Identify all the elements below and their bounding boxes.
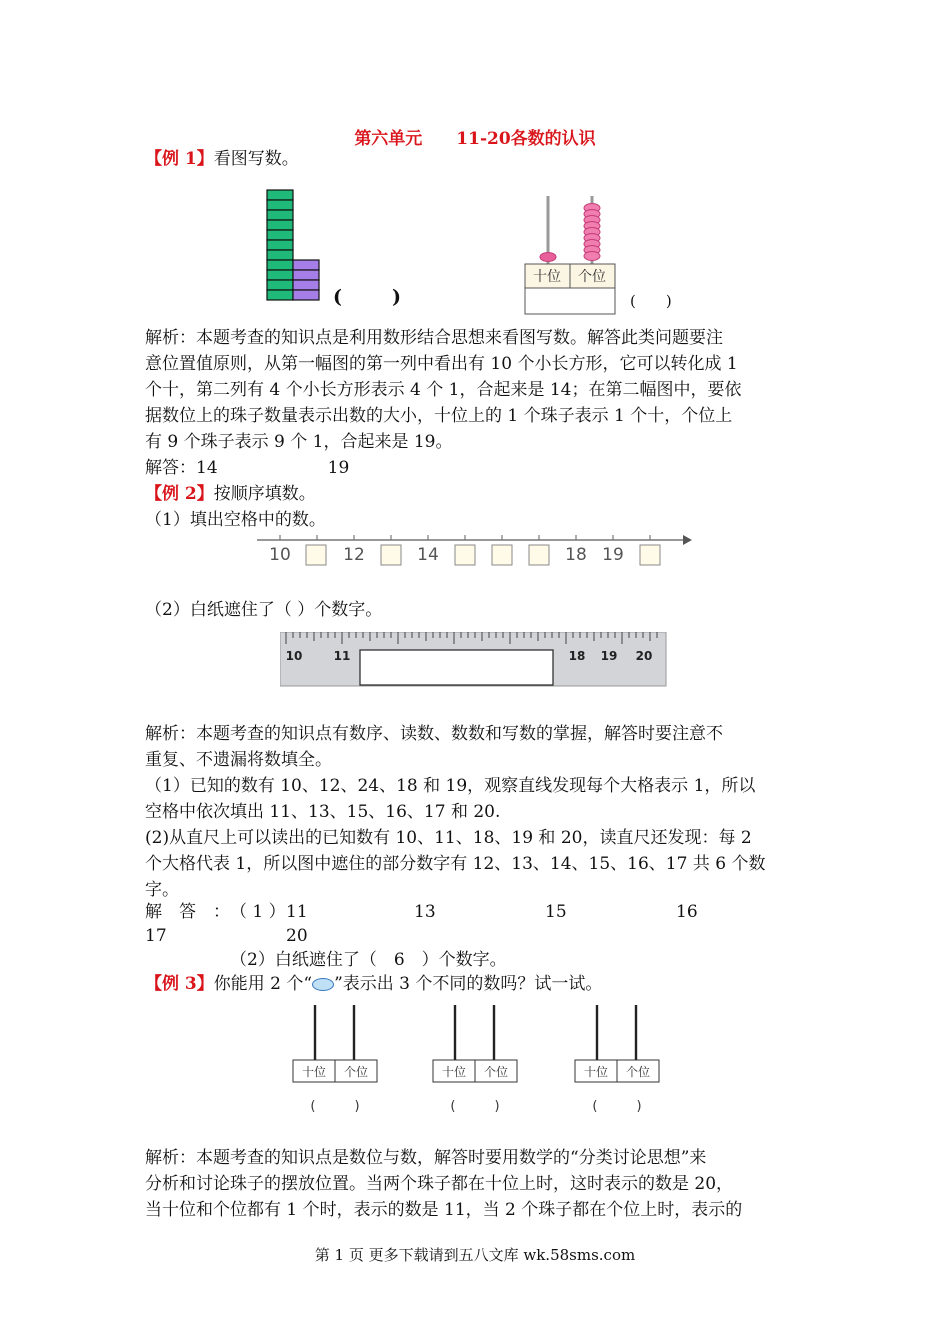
answer-blank-2: ( )	[630, 292, 672, 310]
blank-box[interactable]	[455, 545, 475, 565]
example-1-label: 【例 1】	[145, 149, 214, 169]
bead	[584, 252, 600, 261]
number-line	[255, 530, 695, 574]
answer-label: 解答：	[145, 458, 196, 478]
number-line-label: 19	[602, 545, 624, 565]
green-block	[267, 250, 293, 260]
example-1-analysis-line-4: 据数位上的珠子数量表示出数的大小，十位上的 1 个珠子表示 1 个十，个位上	[145, 406, 733, 426]
abacus-frame-2	[430, 1000, 520, 1120]
example-2-answer-row	[145, 900, 286, 924]
white-paper-cover	[360, 650, 553, 685]
example-1-answer	[145, 456, 349, 480]
block-column-tens	[267, 190, 293, 300]
number-line-label: 12	[343, 545, 365, 565]
purple-block	[293, 290, 319, 300]
tens-label: 十位	[441, 1065, 467, 1079]
example-2-part-2: （2）白纸遮住了（ ）个数字。	[145, 600, 383, 620]
example-2-text: 按顺序填数。	[213, 484, 316, 504]
ruler-label: 18	[568, 649, 586, 663]
example-1-analysis-line-2: 意位置值原则，从第一幅图的第一列中看出有 10 个小长方形，它可以转化成 1	[145, 354, 738, 374]
green-block	[267, 260, 293, 270]
example-3-label: 【例 3】	[145, 974, 214, 994]
answer-value: 16	[676, 902, 698, 922]
blank-box[interactable]	[381, 545, 401, 565]
abacus-figure	[520, 194, 620, 316]
example-1-analysis-line-3: 个十，第二列有 4 个小长方形表示 4 个 1，合起来是 14；在第二幅图中，要依	[145, 380, 742, 400]
ruler-label: 11	[333, 649, 351, 663]
example-3-analysis-line-2: 分析和讨论珠子的摆放位置。当两个珠子都在十位上时，这时表示的数是 20，	[145, 1174, 734, 1194]
answer-value: 15	[545, 902, 567, 922]
green-block	[267, 290, 293, 300]
paren-right: )	[392, 286, 401, 308]
green-block	[267, 220, 293, 230]
example-2-analysis-line-7: 字。	[145, 880, 179, 900]
ruler-label: 10	[285, 649, 303, 663]
example-2-analysis-line-1: 解析：本题考查的知识点有数序、读数、数数和写数的掌握，解答时要注意不	[145, 724, 723, 744]
example-2-analysis-line-3: （1）已知的数有 10、12、24、18 和 19，观察直线发现每个大格表示 1，所以	[145, 776, 756, 796]
page-footer: 第 1 页 更多下载请到五八文库 wk.58sms.com	[314, 1246, 636, 1264]
example-3-heading	[145, 972, 602, 996]
green-block	[267, 190, 293, 200]
example-1-analysis-line-1: 解析：本题考查的知识点是利用数形结合思想来看图写数。解答此类问题要注	[145, 328, 723, 348]
bead-icon	[312, 978, 334, 991]
tens-label: 十位	[301, 1065, 327, 1079]
green-block	[267, 270, 293, 280]
example-2-analysis-line-2: 重复、不遗漏将数填全。	[145, 750, 332, 770]
number-line-label: 18	[565, 545, 587, 565]
answer-value: 13	[414, 902, 436, 922]
number-line-label: 10	[269, 545, 291, 565]
answer-blank: ( )	[592, 1099, 642, 1114]
purple-block	[293, 260, 319, 270]
example-3-text-a: 你能用 2 个“	[213, 974, 313, 994]
answer-blank: ( )	[450, 1099, 500, 1114]
ruler-label: 19	[600, 649, 618, 663]
block-column-ones	[293, 260, 319, 300]
purple-block	[293, 280, 319, 290]
answer-value: 19	[327, 458, 350, 478]
ruler-label: 20	[635, 649, 653, 663]
green-block	[267, 280, 293, 290]
tens-label: 十位	[533, 269, 561, 285]
place-cells	[525, 288, 615, 314]
example-1-text: 看图写数。	[213, 149, 299, 169]
page-title: 第六单元 11-20各数的认识	[354, 129, 596, 149]
ones-label: 个位	[625, 1065, 651, 1079]
ones-label: 个位	[578, 269, 606, 285]
example-2-label: 【例 2】	[145, 484, 214, 504]
example-1-heading	[145, 147, 299, 171]
green-block	[267, 230, 293, 240]
example-2-part-1: （1）填出空格中的数。	[145, 510, 326, 530]
green-block	[267, 200, 293, 210]
answer-value: 14	[196, 458, 218, 478]
ones-label: 个位	[343, 1065, 369, 1079]
ruler-figure	[280, 632, 668, 688]
answer-value: 17	[145, 926, 167, 946]
example-2-analysis-line-6: 个大格代表 1，所以图中遮住的部分数字有 12、13、14、15、16、17 共 6 个数	[145, 854, 766, 874]
answer-value: 20	[286, 926, 308, 946]
example-2-analysis-line-5: (2)从直尺上可以读出的已知数有 10、11、18、19 和 20，读直尺还发现：每 2	[145, 828, 752, 848]
blank-box[interactable]	[492, 545, 512, 565]
example-3-analysis-line-1: 解析：本题考查的知识点是数位与数，解答时要用数学的“分类讨论思想”来	[145, 1148, 707, 1168]
abacus-frame-3	[572, 1000, 662, 1120]
answer-label: 解 答 ： （ 1 ）	[145, 902, 286, 922]
abacus-frame-1	[290, 1000, 380, 1120]
answer-value: 11	[286, 902, 308, 922]
example-2-heading	[145, 482, 316, 506]
blank-box[interactable]	[306, 545, 326, 565]
example-3-analysis-line-3: 当十位和个位都有 1 个时，表示的数是 11，当 2 个珠子都在个位上时，表示的	[145, 1200, 743, 1220]
example-2-answer-part-2: （2）白纸遮住了（ 6 ）个数字。	[230, 950, 507, 970]
answer-blank-1	[333, 286, 401, 308]
green-block	[267, 210, 293, 220]
example-1-analysis-line-5: 有 9 个珠子表示 9 个 1，合起来是 19。	[145, 432, 453, 452]
tens-label: 十位	[583, 1065, 609, 1079]
example-2-analysis-line-4: 空格中依次填出 11、13、15、16、17 和 20.	[145, 802, 501, 822]
ones-label: 个位	[483, 1065, 509, 1079]
bead	[540, 253, 556, 262]
arrow-head-icon	[683, 535, 692, 545]
blank-box[interactable]	[640, 545, 660, 565]
number-line-label: 14	[417, 545, 439, 565]
green-block	[267, 240, 293, 250]
example-3-text-b: ”表示出 3 个不同的数吗？试一试。	[334, 974, 603, 994]
blank-box[interactable]	[529, 545, 549, 565]
answer-blank: ( )	[310, 1099, 360, 1114]
paren-left: (	[333, 286, 342, 308]
purple-block	[293, 270, 319, 280]
